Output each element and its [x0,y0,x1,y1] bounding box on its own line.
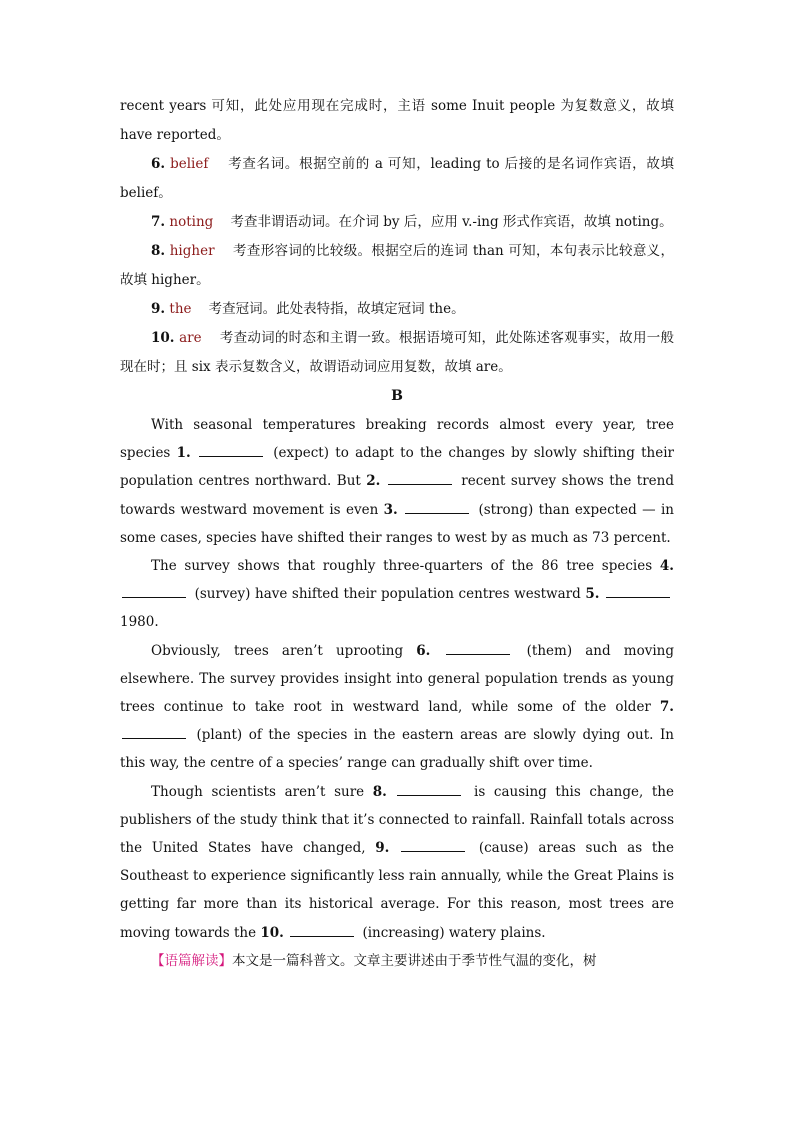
reading-note-label: 【语篇解读】 [151,952,232,969]
reading-note [120,947,674,975]
explanation-item-8 [120,237,674,295]
blank-4[interactable] [122,584,186,598]
blank-9[interactable] [401,838,465,852]
passage-text: 1980. [120,614,159,631]
item-number: 6. [151,156,166,172]
passage-paragraph-1 [120,411,674,552]
passage-text: (survey) have shifted their population centres westward [190,586,586,603]
blank-number-8: 8. [372,783,387,800]
passage-text: (them) and moving elsewhere. The survey provides insight into general population trends as young trees continue to take root in westward land, while some of the older [120,642,675,716]
passage-paragraph-4 [120,778,674,947]
explanation-item-7 [120,208,674,237]
passage-text: The survey shows that roughly three-quarters of the 86 tree species [151,558,660,575]
blank-number-9: 9. [375,840,390,857]
passage-text: (strong) than expected — in some cases, species have shifted their ranges to west by as much as 73 percent. [120,501,674,546]
blank-number-10: 10. [260,924,284,941]
blank-8[interactable] [397,782,461,796]
item-number: 7. [151,214,166,230]
passage-text: (expect) to adapt to the changes by slowly shifting their population centres northward. But [120,445,674,490]
section-title: B [391,388,403,404]
reading-note-text: 本文是一篇科普文。文章主要讲述由于季节性气温的变化，树 [232,952,597,969]
explanation-text: 考查冠词。此处表特指，故填定冠词 the。 [208,301,465,317]
blank-2[interactable] [388,471,452,485]
blank-5[interactable] [606,584,670,598]
blank-number-1: 1. [176,445,191,462]
passage-text: (cause) areas such as the Southeast to experience significantly less rain annually, while the Great Plains is getting far more than its historical average. For this reason, most trees are moving towards the [120,840,674,941]
blank-number-7: 7. [659,699,674,716]
item-number: 8. [151,243,166,259]
blank-number-5: 5. [585,586,600,603]
answer-word: noting [169,214,214,230]
blank-6[interactable] [446,641,510,655]
explanation-text: 考查非谓语动词。在介词 by 后，应用 v.-ing 形式作宾语，故填 noting。 [230,214,673,230]
passage-paragraph-2 [120,552,674,637]
blank-number-4: 4. [659,558,674,575]
explanation-item-6 [120,150,674,208]
blank-number-6: 6. [416,642,431,659]
passage-text: Though scientists aren’t sure [151,783,373,800]
blank-number-3: 3. [383,501,398,518]
explanation-line-5-cont: recent years 可知，此处应用现在完成时，主语 some Inuit people 为复数意义，故填 have reported。 [120,98,674,143]
passage-text: (plant) of the species in the eastern areas are slowly dying out. In this way, the centre of a species’ range can gradually shift over time. [120,727,674,772]
explanation-item-10 [120,324,674,382]
item-number: 9. [151,301,166,317]
blank-3[interactable] [405,500,469,514]
explanation-item-9 [120,295,674,324]
blank-10[interactable] [290,923,354,937]
explanation-text: 考查形容词的比较级。根据空后的连词 than 可知，本句表示比较意义，故填 higher。 [120,243,675,288]
item-number: 10. [151,330,175,346]
blank-number-2: 2. [366,473,381,490]
explanation-text: 考查名词。根据空前的 a 可知，leading to 后接的是名词作宾语，故填 belief。 [120,156,674,201]
passage-text: is causing this change, the publishers of the study think that it’s connected to rainfall. Rainfall totals across the United States have changed, [120,783,674,857]
passage-text: With seasonal temperatures breaking records almost every year, tree species [120,417,674,462]
answer-word: higher [169,243,215,259]
passage-text: Obviously, trees aren’t uprooting [151,642,417,659]
passage-paragraph-3 [120,637,674,778]
section-b [120,382,674,975]
document-page [120,92,674,975]
blank-1[interactable] [199,443,263,457]
answer-word: belief [170,156,209,172]
passage-text: recent survey shows the trend towards westward movement is even [120,473,675,518]
answer-word: the [169,301,192,317]
passage-text: (increasing) watery plains. [358,924,546,941]
blank-7[interactable] [122,725,186,739]
answer-word: are [179,330,202,346]
explanation-text: 考查动词的时态和主谓一致。根据语境可知，此处陈述客观事实，故用一般现在时；且 six 表示复数含义，故谓语动词应用复数，故填 are。 [120,330,674,375]
